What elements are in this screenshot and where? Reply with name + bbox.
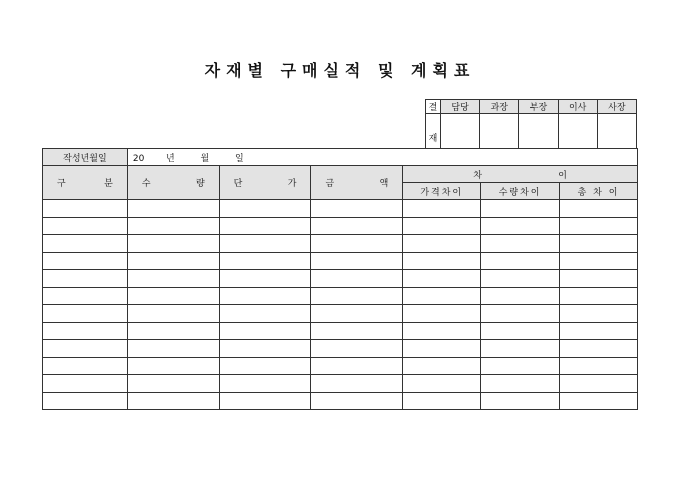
table-cell[interactable] [127, 357, 219, 375]
table-cell[interactable] [481, 252, 560, 270]
table-cell[interactable] [219, 270, 311, 288]
header-total-diff: 총 차 이 [560, 183, 638, 200]
table-cell[interactable] [43, 392, 128, 410]
table-row [43, 305, 638, 323]
table-cell[interactable] [311, 375, 403, 393]
table-cell[interactable] [43, 252, 128, 270]
table-cell[interactable] [43, 340, 128, 358]
table-cell[interactable] [127, 375, 219, 393]
table-row [43, 252, 638, 270]
table-cell[interactable] [403, 287, 481, 305]
table-cell[interactable] [127, 305, 219, 323]
table-cell[interactable] [560, 305, 638, 323]
table-row [43, 235, 638, 253]
table-cell[interactable] [403, 305, 481, 323]
purchase-table [42, 148, 638, 410]
table-cell[interactable] [219, 217, 311, 235]
table-cell[interactable] [311, 217, 403, 235]
approval-sign-box[interactable] [519, 114, 558, 149]
approval-sign-box[interactable] [441, 114, 480, 149]
approval-role: 부장 [519, 100, 558, 114]
table-cell[interactable] [219, 305, 311, 323]
table-cell[interactable] [311, 322, 403, 340]
table-cell[interactable] [127, 252, 219, 270]
table-row [43, 200, 638, 218]
table-row [43, 340, 638, 358]
approval-role: 사장 [597, 100, 636, 114]
table-cell[interactable] [127, 200, 219, 218]
table-cell[interactable] [311, 340, 403, 358]
table-cell[interactable] [481, 340, 560, 358]
table-row [43, 357, 638, 375]
table-cell[interactable] [127, 270, 219, 288]
table-cell[interactable] [481, 322, 560, 340]
table-cell[interactable] [403, 200, 481, 218]
table-cell[interactable] [43, 270, 128, 288]
table-cell[interactable] [219, 287, 311, 305]
table-cell[interactable] [43, 322, 128, 340]
table-cell[interactable] [403, 270, 481, 288]
table-cell[interactable] [403, 392, 481, 410]
table-cell[interactable] [560, 340, 638, 358]
table-cell[interactable] [311, 287, 403, 305]
table-cell[interactable] [481, 392, 560, 410]
table-cell[interactable] [481, 200, 560, 218]
table-cell[interactable] [219, 340, 311, 358]
table-cell[interactable] [219, 392, 311, 410]
table-cell[interactable] [219, 252, 311, 270]
date-month-unit: 월 [200, 153, 210, 164]
table-cell[interactable] [311, 305, 403, 323]
table-cell[interactable] [311, 235, 403, 253]
table-cell[interactable] [43, 200, 128, 218]
table-cell[interactable] [311, 392, 403, 410]
table-cell[interactable] [560, 322, 638, 340]
approval-sign-box[interactable] [597, 114, 636, 149]
table-cell[interactable] [560, 252, 638, 270]
header-unit-price: 단 가 [219, 166, 311, 200]
table-cell[interactable] [560, 392, 638, 410]
table-row [43, 287, 638, 305]
date-value[interactable] [127, 149, 637, 166]
approval-sign-box[interactable] [480, 114, 519, 149]
table-cell[interactable] [403, 357, 481, 375]
table-cell[interactable] [127, 287, 219, 305]
table-cell[interactable] [311, 200, 403, 218]
header-quantity: 수 량 [127, 166, 219, 200]
table-cell[interactable] [481, 287, 560, 305]
table-cell[interactable] [219, 375, 311, 393]
table-cell[interactable] [481, 375, 560, 393]
table-row [43, 322, 638, 340]
header-difference: 차 이 [403, 166, 638, 183]
table-cell[interactable] [481, 305, 560, 323]
date-year-unit: 년 [166, 153, 175, 164]
table-cell[interactable] [311, 357, 403, 375]
table-cell[interactable] [481, 357, 560, 375]
date-label: 작성년월일 [43, 149, 128, 166]
table-cell[interactable] [311, 252, 403, 270]
table-cell[interactable] [481, 270, 560, 288]
table-cell[interactable] [403, 340, 481, 358]
date-day-unit: 일 [234, 153, 244, 164]
table-cell[interactable] [127, 322, 219, 340]
table-cell[interactable] [403, 375, 481, 393]
approval-table [425, 99, 637, 149]
approval-label-bottom: 재 [426, 114, 441, 149]
date-prefix: 20 [132, 153, 145, 164]
table-cell[interactable] [481, 235, 560, 253]
table-row [43, 392, 638, 410]
approval-label-top: 결 [426, 100, 441, 114]
table-cell[interactable] [560, 235, 638, 253]
table-cell[interactable] [43, 235, 128, 253]
table-cell[interactable] [560, 270, 638, 288]
header-amount: 금 액 [311, 166, 403, 200]
table-cell[interactable] [560, 217, 638, 235]
page-title: 자재별 구매실적 및 계획표 [204, 61, 476, 80]
table-cell[interactable] [127, 217, 219, 235]
approval-role: 담당 [441, 100, 480, 114]
table-cell[interactable] [127, 392, 219, 410]
table-cell[interactable] [560, 200, 638, 218]
header-category: 구 분 [43, 166, 128, 200]
table-cell[interactable] [127, 340, 219, 358]
header-price-diff: 가격차이 [403, 183, 481, 200]
approval-role: 이사 [558, 100, 597, 114]
table-cell[interactable] [219, 235, 311, 253]
table-cell[interactable] [43, 357, 128, 375]
table-cell[interactable] [219, 200, 311, 218]
header-qty-diff: 수량차이 [481, 183, 560, 200]
approval-sign-box[interactable] [558, 114, 597, 149]
table-cell[interactable] [560, 375, 638, 393]
table-cell[interactable] [403, 235, 481, 253]
table-row [43, 270, 638, 288]
table-cell[interactable] [127, 235, 219, 253]
table-cell[interactable] [560, 287, 638, 305]
table-cell[interactable] [43, 217, 128, 235]
table-cell[interactable] [560, 357, 638, 375]
table-cell[interactable] [43, 287, 128, 305]
table-cell[interactable] [403, 217, 481, 235]
table-cell[interactable] [219, 322, 311, 340]
table-cell[interactable] [311, 270, 403, 288]
table-cell[interactable] [219, 357, 311, 375]
table-cell[interactable] [403, 252, 481, 270]
table-cell[interactable] [43, 375, 128, 393]
table-cell[interactable] [481, 217, 560, 235]
table-row [43, 375, 638, 393]
table-cell[interactable] [403, 322, 481, 340]
table-row [43, 217, 638, 235]
approval-role: 과장 [480, 100, 519, 114]
table-cell[interactable] [43, 305, 128, 323]
